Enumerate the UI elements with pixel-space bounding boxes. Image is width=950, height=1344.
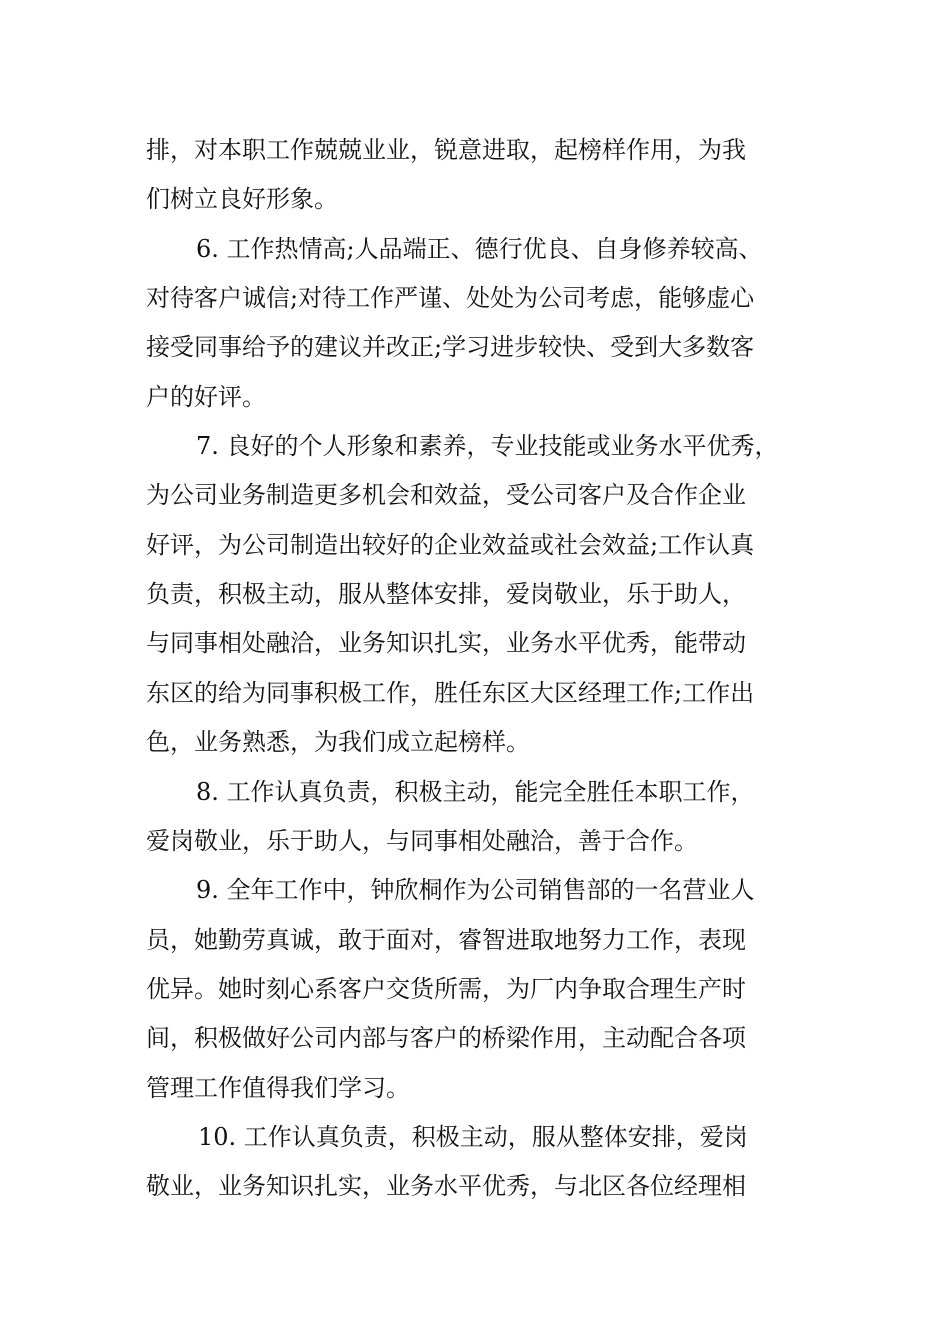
text-line: 户的好评。 (146, 383, 266, 411)
text-line: 接受同事给予的建议并改正;学习进步较快、受到大多数客 (146, 333, 755, 361)
text-line: 为公司业务制造更多机会和效益，受公司客户及合作企业 (146, 481, 746, 509)
text-line: 间，积极做好公司内部与客户的桥梁作用，主动配合各项 (146, 1024, 746, 1052)
numbered-item-8-first-line: 8. 工作认真负责，积极主动，能完全胜任本职工作， (196, 778, 755, 806)
text-line: 负责，积极主动，服从整体安排，爱岗敬业，乐于助人， (146, 580, 746, 608)
text-line: 好评，为公司制造出较好的企业效益或社会效益;工作认真 (146, 531, 755, 559)
text-line: 优异。她时刻心系客户交货所需，为厂内争取合理生产时 (146, 975, 746, 1003)
text-line: 员，她勤劳真诚，敢于面对，睿智进取地努力工作，表现 (146, 926, 746, 954)
numbered-item-6-first-line: 6. 工作热情高;人品端正、德行优良、自身修养较高、 (196, 235, 763, 263)
text-line: 管理工作值得我们学习。 (146, 1074, 410, 1102)
text-line: 东区的给为同事积极工作，胜任东区大区经理工作;工作出 (146, 679, 755, 707)
numbered-item-9-first-line: 9. 全年工作中，钟欣桐作为公司销售部的一名营业人 (196, 876, 755, 904)
text-line: 敬业，业务知识扎实，业务水平优秀，与北区各位经理相 (146, 1172, 746, 1200)
text-line: 排，对本职工作兢兢业业，锐意进取，起榜样作用，为我 (146, 136, 746, 164)
text-line: 们树立良好形象。 (146, 185, 338, 213)
numbered-item-7-first-line: 7. 良好的个人形象和素养，专业技能或业务水平优秀， (196, 432, 779, 460)
text-line: 爱岗敬业，乐于助人，与同事相处融洽，善于合作。 (146, 827, 698, 855)
text-line: 与同事相处融洽，业务知识扎实，业务水平优秀，能带动 (146, 629, 746, 657)
text-line: 色，业务熟悉，为我们成立起榜样。 (146, 728, 530, 756)
numbered-item-10-first-line: 10. 工作认真负责，积极主动，服从整体安排，爱岗 (198, 1123, 748, 1151)
text-line: 对待客户诚信;对待工作严谨、处处为公司考虑，能够虚心 (146, 284, 755, 312)
